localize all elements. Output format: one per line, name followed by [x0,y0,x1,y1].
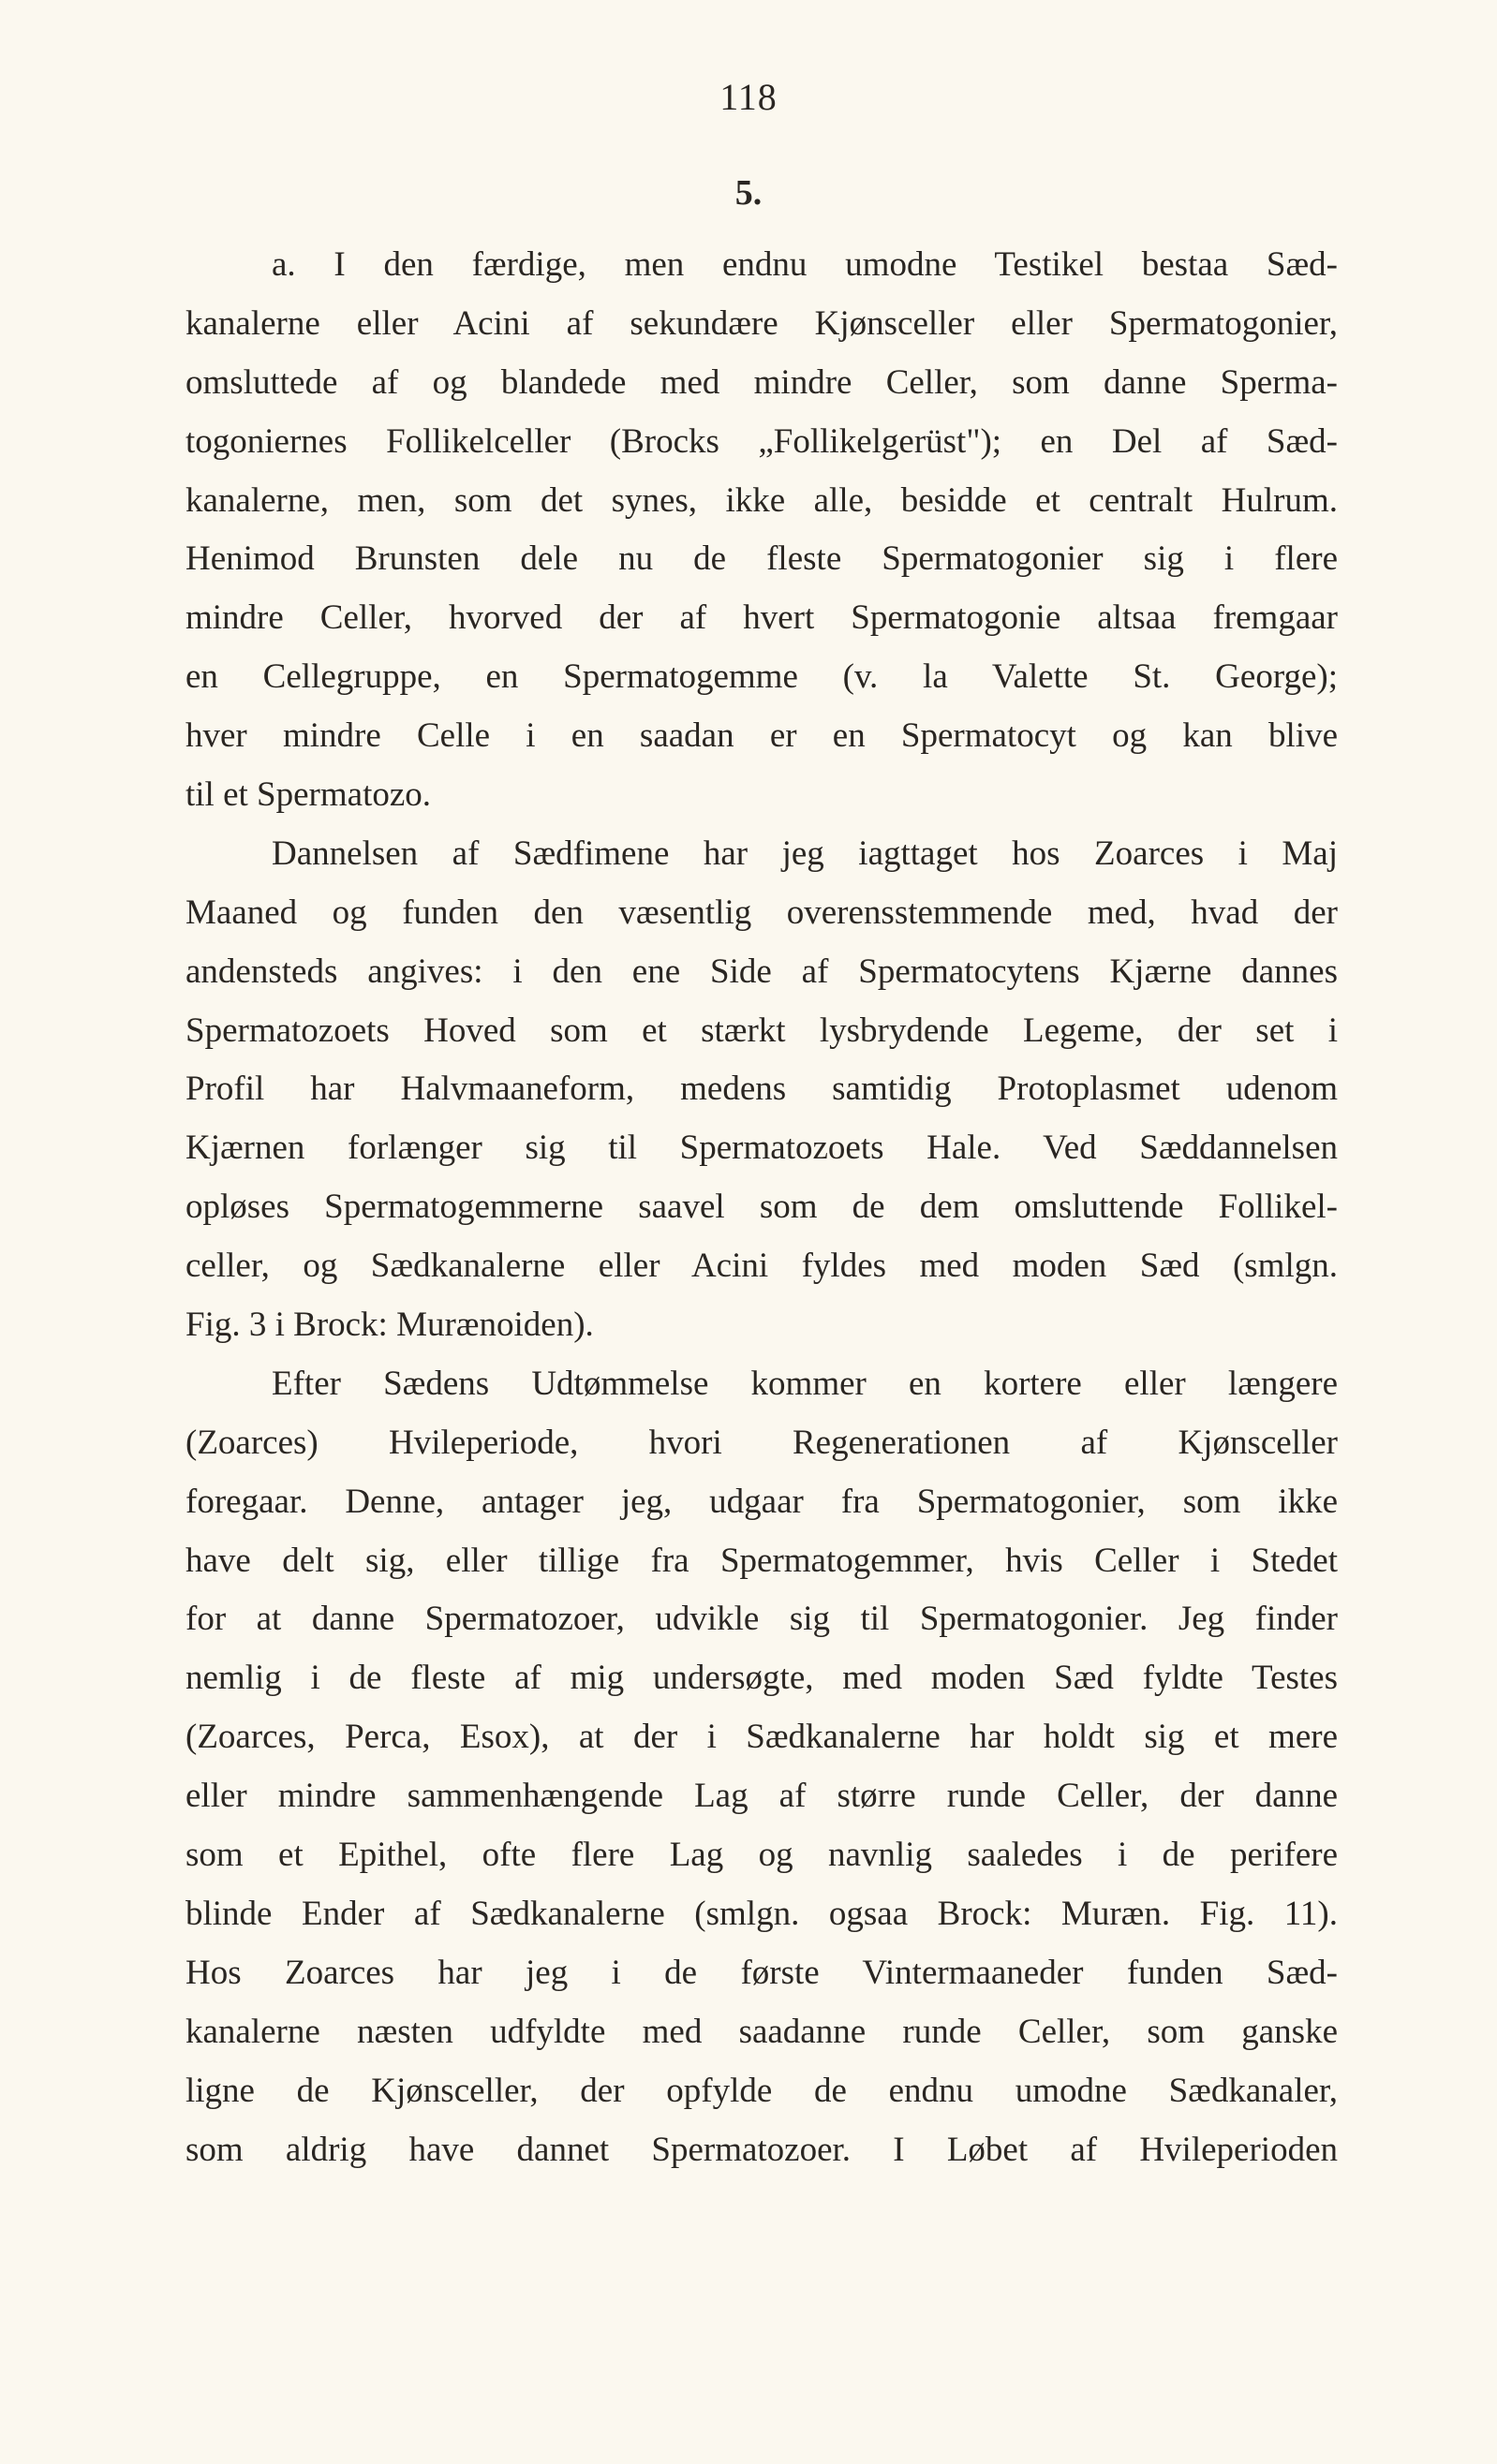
text-line: som et Epithel, ofte flere Lag og navnlig saaledes i de perifere [185,1836,1338,1875]
text-line: kanalerne næsten udfyldte med saadanne runde Celler, som ganske [185,2012,1338,2051]
text-line: ligne de Kjønsceller, der opfylde de endnu umodne Sædkanaler, [185,2071,1338,2110]
text-line: foregaar. Denne, antager jeg, udgaar fra Spermatogonier, som ikke [185,1482,1338,1521]
text-line: Fig. 3 i Brock: Murænoiden). [185,1306,594,1345]
body-text [185,236,1338,2179]
text-line: hver mindre Celle i en saadan er en Spermatocyt og kan blive [185,716,1338,756]
text-line: andensteds angives: i den ene Side af Spermatocytens Kjærne dannes [185,952,1338,991]
text-line: Efter Sædens Udtømmelse kommer en kortere eller længere [272,1364,1338,1403]
text-line: nemlig i de fleste af mig undersøgte, med moden Sæd fyldte Testes [185,1659,1338,1698]
text-line: mindre Celler, hvorved der af hvert Spermatogonie altsaa fremgaar [185,598,1338,638]
text-line: en Cellegruppe, en Spermatogemme (v. la Valette St. George); [185,657,1338,697]
text-line: opløses Spermatogemmerne saavel som de dem omsluttende Follikel- [185,1188,1338,1227]
text-line: eller mindre sammenhængende Lag af større runde Celler, der danne [185,1777,1338,1816]
text-line: (Zoarces, Perca, Esox), at der i Sædkanalerne har holdt sig et mere [185,1718,1338,1757]
text-line: Dannelsen af Sædfimene har jeg iagttaget hos Zoarces i Maj [272,834,1338,873]
text-line: blinde Ender af Sædkanalerne (smlgn. ogsaa Brock: Muræn. Fig. 11). [185,1894,1338,1933]
text-line: a. I den færdige, men endnu umodne Testikel bestaa Sæd- [272,245,1338,284]
text-line: som aldrig have dannet Spermatozoer. I Løbet af Hvileperioden [185,2130,1338,2169]
text-line: celler, og Sædkanalerne eller Acini fyldes med moden Sæd (smlgn. [185,1247,1338,1286]
text-line: til et Spermatozo. [185,775,432,815]
page-number: 118 [719,76,778,118]
text-line: have delt sig, eller tillige fra Spermatogemmer, hvis Celler i Stedet [185,1541,1338,1580]
text-line: kanalerne eller Acini af sekundære Kjønsceller eller Spermatogonier, [185,303,1338,343]
text-line: Profil har Halvmaaneform, medens samtidig Protoplasmet udenom [185,1070,1338,1109]
text-line: togoniernes Follikelceller (Brocks „Follikelgerüst"); en Del af Sæd- [185,421,1338,461]
text-line: kanalerne, men, som det synes, ikke alle, besidde et centralt Hulrum. [185,480,1338,520]
text-line: Hos Zoarces har jeg i de første Vintermaaneder funden Sæd- [185,1953,1338,1992]
section-number: 5. [734,173,763,213]
text-line: Henimod Brunsten dele nu de fleste Spermatogonier sig i flere [185,539,1338,579]
text-line: omsluttede af og blandede med mindre Celler, som danne Sperma- [185,362,1338,402]
text-line: Kjærnen forlænger sig til Spermatozoets Hale. Ved Sæddannelsen [185,1129,1338,1168]
text-line: Spermatozoets Hoved som et stærkt lysbrydende Legeme, der set i [185,1011,1338,1050]
text-line: (Zoarces) Hvileperiode, hvori Regenerationen af Kjønsceller [185,1423,1338,1462]
text-line: for at danne Spermatozoer, udvikle sig til Spermatogonier. Jeg finder [185,1600,1338,1639]
text-line: Maaned og funden den væsentlig overensstemmende med, hvad der [185,893,1338,932]
